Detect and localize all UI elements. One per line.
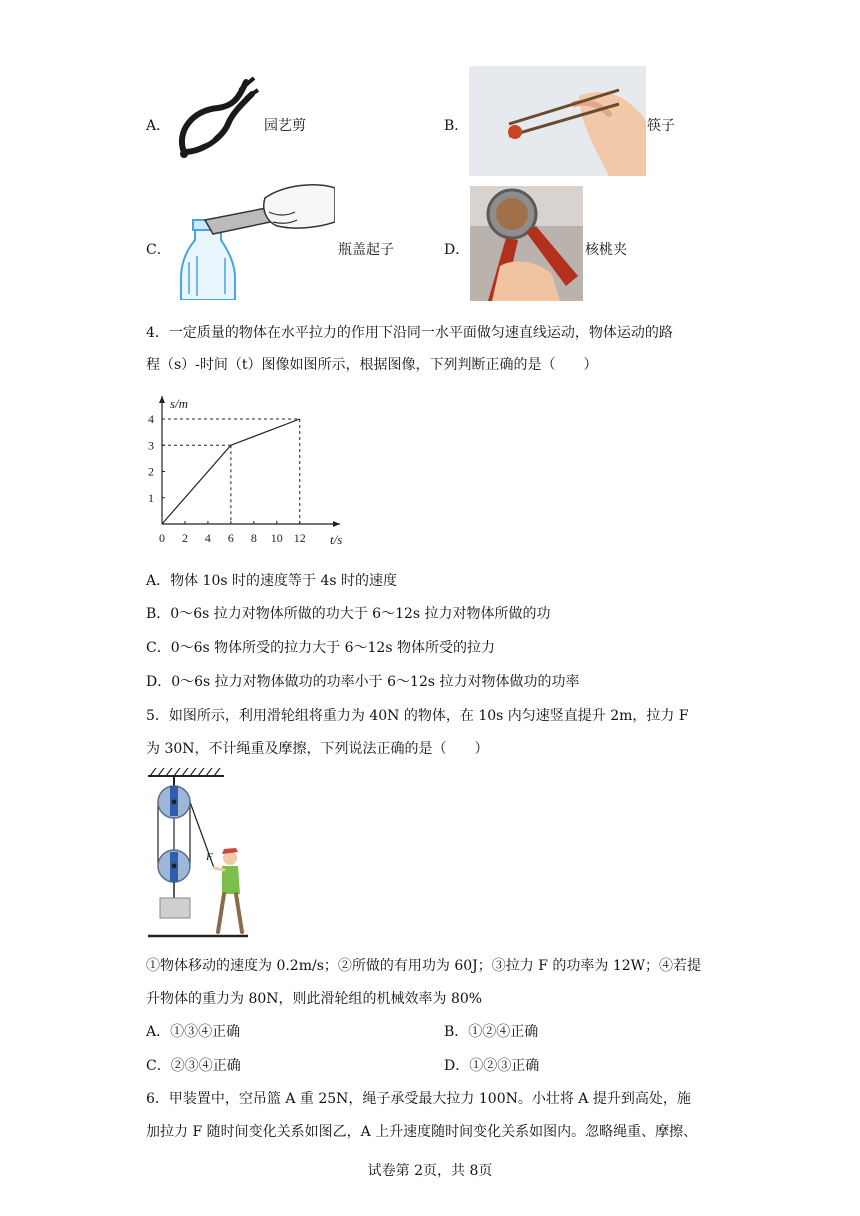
x-tick-label: 0 — [159, 531, 165, 545]
option-b-label: 筷子 — [647, 118, 675, 134]
q6-line1: 6．甲装置中，空吊篮 A 重 25N，绳子承受最大拉力 100N。小壮将 A 提升到高处，施 — [146, 1091, 691, 1107]
q5-statement-line2: 升物体的重力为 80N，则此滑轮组的机械效率为 80% — [146, 991, 483, 1007]
q6-line2: 加拉力 F 随时间变化关系如图乙，A 上升速度随时间变化关系如图内。忽略绳重、摩擦、 — [146, 1124, 698, 1140]
chopsticks-icon — [469, 66, 646, 176]
bottle-opener-icon — [177, 182, 335, 300]
option-d-letter: D． — [444, 242, 470, 258]
option-b-letter: B． — [444, 118, 469, 134]
q4-stem-line1: 4．一定质量的物体在水平拉力的作用下沿同一水平面做匀速直线运动，物体运动的路 — [146, 325, 673, 341]
q4-option-a: A．物体 10s 时的速度等于 4s 时的速度 — [146, 573, 398, 589]
garden-shears-icon — [170, 72, 260, 167]
nutcracker-icon — [470, 186, 583, 301]
x-axis-label: t/s — [330, 532, 343, 547]
y-tick-label: 2 — [148, 464, 154, 479]
q5-option-a: A．①③④正确 — [146, 1024, 241, 1040]
option-d-label: 核桃夹 — [585, 242, 627, 258]
pulley-system-figure — [144, 764, 254, 940]
weight-block — [160, 898, 190, 918]
q5-stem-line1: 5．如图所示，利用滑轮组将重力为 40N 的物体，在 10s 内匀速竖直提升 2m，拉力 F — [146, 708, 689, 724]
page-footer: 试卷第 2页，共 8页 — [367, 1163, 493, 1179]
y-tick-label: 4 — [148, 412, 154, 426]
y-tick-label: 1 — [148, 490, 154, 505]
q5-option-b: B．①②④正确 — [444, 1024, 539, 1040]
x-tick-label: 8 — [250, 531, 257, 545]
x-tick-label: 10 — [270, 531, 283, 545]
y-axis-arrow-icon — [159, 396, 165, 403]
x-tick-label: 12 — [293, 531, 306, 545]
option-c-label: 瓶盖起子 — [338, 242, 394, 258]
q4-stem-line2: 程（s）-时间（t）图像如图所示，根据图像，下列判断正确的是（ ） — [146, 357, 598, 373]
q5-stem-line2: 为 30N，不计绳重及摩擦，下列说法正确的是（ ） — [146, 741, 489, 757]
option-a-letter: A． — [146, 118, 171, 134]
y-tick-label: 3 — [148, 438, 154, 453]
q4-option-c: C．0～6s 物体所受的拉力大于 6～12s 物体所受的拉力 — [146, 640, 495, 656]
q5-statement-line1: ①物体移动的速度为 0.2m/s；②所做的有用功为 60J；③拉力 F 的功率为 12W；④若提 — [146, 958, 702, 974]
force-label: F — [206, 851, 213, 863]
x-tick-label: 4 — [204, 531, 211, 545]
person-icon — [214, 848, 242, 932]
x-tick-label: 6 — [227, 531, 234, 545]
q5-option-d: D．①②③正确 — [444, 1058, 540, 1074]
q5-option-c: C．②③④正确 — [146, 1058, 241, 1074]
option-c-letter: C． — [146, 242, 171, 258]
x-axis-arrow-icon — [333, 521, 340, 527]
st-graph — [140, 388, 360, 553]
q4-option-d: D．0～6s 拉力对物体做功的功率小于 6～12s 拉力对物体做功的功率 — [146, 674, 580, 690]
y-axis-label: s/m — [170, 396, 189, 411]
option-a-label: 园艺剪 — [264, 118, 306, 134]
q4-option-b: B．0～6s 拉力对物体所做的功大于 6～12s 拉力对物体所做的功 — [146, 606, 551, 622]
x-tick-label: 2 — [181, 531, 188, 545]
